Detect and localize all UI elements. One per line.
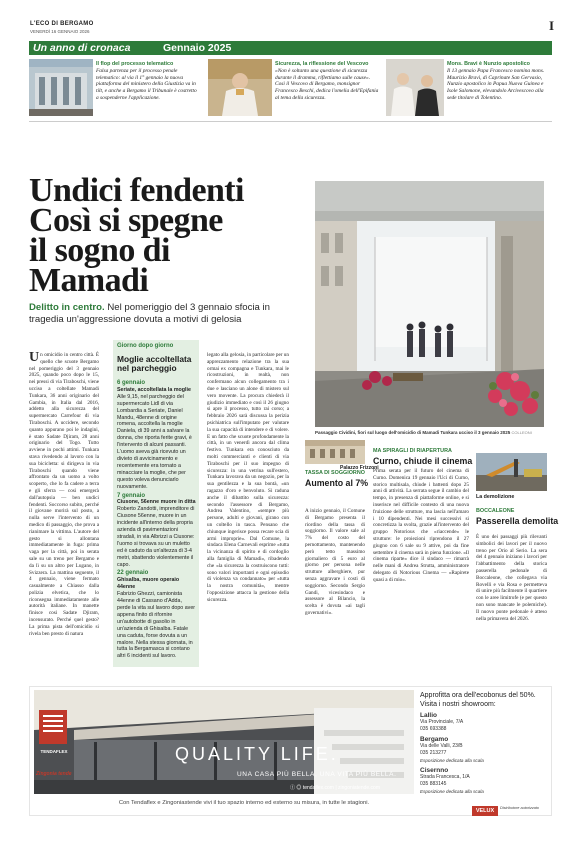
velux-logo: VELUX (472, 806, 498, 816)
photo-credit: COLLEONI (511, 430, 532, 435)
showroom-note-2: Esposizione dedicata alla scala (420, 758, 484, 763)
teaser-nuncio (447, 61, 551, 102)
teaser-tribunal-head: Il flop del processo telematico (96, 61, 174, 67)
timeline-sidebar (113, 340, 199, 667)
drop-cap: U (29, 350, 40, 365)
ad-bottom-line: Con Tendaflex e Zingoniastende vivi il tuo spazio interno ed esterno su misura, in tutte le stagioni. (118, 800, 370, 806)
article-column-1 (29, 352, 99, 637)
teaser-tribunal (96, 61, 200, 102)
ad-image (34, 690, 414, 794)
masthead-date: VENERDÌ 16 GENNAIO 2026 (30, 29, 90, 34)
cinema-text: Prima serata per il futuro del cinema di Curno. Domenica 19 gennaio l'Uci di Curno, storico multisala, chiude i battenti dopo 25 anni di attività. La serrata segue il cambio del tempo, in presenza di piattaforme online, e si inserisce nel difficile contesto di una nuova fruizione delle strutture, ma lascia nell'amaro i 10 dipendenti. Nei mesi successivi si concretizza la svolta, grazie all'intervento del gruppo Notorious che «riaccende» le strutture: le proiezioni riprendono il 27 giugno con 6 sale su 9 attive, poi da fine settembre il cinema sarà in piena funzione. «Il cinema riparte» dice il sindaco — rimarrà nelle mani di Andrea Strutta, amministratore delegato di Notorious Cinema — «Rapirete quasi a di mio». (373, 468, 469, 583)
photo-demolition (476, 453, 547, 491)
cinema-title: Curno, chiude il cinema (373, 456, 473, 466)
teaser-image-bishop (208, 59, 272, 116)
timeline-title: Moglie accoltellata nel parcheggio (117, 354, 192, 374)
showroom-city-1: Lallio (420, 712, 437, 719)
facebook-icon: ⓕ (290, 785, 296, 791)
tendaflex-logo-icon (39, 710, 67, 744)
ad-tagline: UNA CASA PIÙ BELLA, UNA VITA PIÙ BELLA. (237, 771, 397, 778)
ad-social (290, 784, 380, 791)
bridge-kicker: BOCCALEONE (476, 508, 515, 514)
lead-paragraph (29, 302, 291, 326)
headline-line-1: Undici fendenti (29, 172, 244, 209)
headline (29, 172, 289, 299)
timeline-day-2: 7 gennaio (117, 492, 146, 499)
demolition-caption: La demolizione (476, 494, 515, 500)
photo-caption-text: Passaggio Cividini, fiori sul luogo dell'omicidio di Mamadi Tunkara ucciso il 3 gennaio 2025 (315, 430, 511, 435)
showroom-address-2: Via delle Valli, 23/B (420, 743, 463, 749)
showroom-phone-3: 035 883145 (420, 781, 447, 787)
timeline-text-2: Roberto Zandotti, imprenditore di Ciusone 56enne, muore in un incidente all'interno della propria azienda di pavimentazioni stradali, in via Albrizzi a Ciusone: l'uomo si trovava su un muletto ed è caduto da un'altezza di 3-4 metri, sbattendo violentemente il capo. (117, 506, 195, 568)
showroom-address-1: Via Provinciale, 7/A (420, 719, 464, 725)
teaser-tribunal-body: Falsa partenza per il processo penale telematico: al via il 1° gennaio la nuova piattaforma del ministero della Giustizia va in tilt, e anche a Bergamo il Tribunale è costretto a sospenderne l'applicazione. (96, 67, 197, 101)
lead-kicker: Delitto in centro. (29, 302, 105, 313)
teaser-image-nuncio (386, 59, 444, 116)
timeline-text-3: Fabrizio Ghezzi, camionista 44enne di Cassano d'Adda, perde la vita sul lavoro dopo aver appena finito di rifornire un'autobotte di gasolio in un'azienda di Ghisalba. Fatale una caduta, forse dovuta a un malore. Nella stessa giornata, in tutta la Bergamasca si contano altri 6 incidenti sul lavoro. (117, 591, 196, 660)
showroom-phone-1: 035 693388 (420, 726, 447, 732)
showroom-phone-2: 035 213277 (420, 750, 447, 756)
ad-headline: QUALITY LIFE. (175, 744, 339, 764)
velux-note: Distributore autorizzato (500, 806, 540, 810)
timeline-sub-3: Ghisalba, muore operaio 44enne (117, 577, 180, 591)
photo-palazzo-frizzoni (305, 440, 365, 464)
bridge-text: È uno dei passaggi più rilevanti simbolici dei lavori per il nuovo treno per Orio al Serio. La sera del 4 gennaio iniziano i lavori per l'abbattimento della storica passerella pedonale di Boccaleone, che collegava via Rovelli e via Rosa e permetteva di unire più facilmente il quartiere con le aree limitrofe (e per questo non sono mancate le polemiche). Il nuovo ponte pedonale è atteso nella primavera del 2026. (476, 534, 548, 622)
teaser-nuncio-head: Mons. Bravi è Nunzio apostolico (447, 61, 530, 67)
timeline-head: Giorno dopo giorno (117, 343, 174, 349)
teaser-bishop (275, 61, 381, 102)
section-banner (29, 41, 552, 55)
tax-text: A inizio gennaio, il Comune di Bergamo presenta il riordino della tassa di soggiorno. Il valore sale al 7% del costo del pernottamento, mantenendo però tetto massimo giornaliero di 5 euro al giorno per persona nelle strutture alberghiere, pur senza aggravare i costi di soggiorno. Secondo Sergio Gandi, vicesindaco e assessore al Bilancio, la scelta è dovuta «ai tagli governativi». (305, 508, 365, 616)
ad-social-text: tendaflex.com | zingoniatende.com (302, 785, 380, 791)
frizzoni-caption: Palazzo Frizzoni (340, 465, 379, 471)
ad-brand-2: Zingonia tende (36, 771, 72, 777)
bridge-title: Passerella demolita (476, 516, 559, 526)
teaser-nuncio-body: Il 13 gennaio Papa Francesco nomina mons. Maurizio Bravi, di Caprinate San Gervasio, Nunzio apostolico in Papua Nuova Guinea e Isole Salomone, elevandolo Arcivescovo alla sede titolare di Tolentino. (447, 67, 545, 101)
headline-line-3: il sogno di Mamadi (29, 232, 170, 299)
timeline-text-1: Alle 9,15, nel parcheggio del supermercato Lidl di via Lombardia a Seriate, Daniel Mandu, 48enne di origine romena, accoltella la moglie Daniela, di 39 anni a salvare la donna, che riporta ferite gravi, è l'intervento di alcuni passanti. L'uomo aveva già ricevuto un divieto di avvicinamento e recentemente era tornato a minacciare la moglie, che per questo voleva denunciarlo nuovamente. (117, 393, 192, 490)
timeline-body (117, 378, 196, 660)
ad-brand: TENDAFLEX (40, 749, 68, 754)
photo-caption (315, 430, 547, 436)
timeline-sub-2: Ciusone, 56enne muore in ditta (117, 499, 196, 506)
ad-right-head: Approfitta ora dell'ecobonus del 50%. Visita i nostri showroom: (420, 692, 536, 708)
teaser-bishop-head: Sicurezza, la riflessione del Vescovo (275, 61, 369, 67)
timeline-day-1: 6 gennaio (117, 380, 146, 386)
teaser-image-tribunal (29, 59, 93, 116)
showroom-note-3: Esposizione dedicata alla scala (420, 789, 484, 794)
page-number: I (548, 18, 554, 33)
main-photo (315, 181, 544, 427)
tax-title: Aumento al 7% (305, 478, 369, 488)
showroom-city-2: Bergamo (420, 736, 449, 743)
teaser-divider (29, 121, 552, 122)
lead-text: Nel pomeriggio del 3 gennaio sfocia in tragedia un'aggressione dovuta a motivi di gelosia (29, 302, 271, 326)
article-column-3: legato alla gelosia, in particolare per un apprezzamento relazione tra la sua ormai ex compagna e Tunkara, mai le ricostruzioni, in realtà, non confermano alcun collegamento tra i due e lasciano un alone di mistero sul vero movente. La procura chiederà il giudizio immediato e così il 26 giugno si apre il processo, tutto rai corso; a febbraio 2026 sarà discussa la perizia psichiatrica sull'imputato per valutare la sua capacità di intendere e di volere. E un fatto che scuote profondamente la città, in un venerdì ancora dal clima festivo. Tunkara era conosciuto da molti commercianti e clienti di via Tiraboschi per il suo impegno di sicurezza: in una vetrina sull'estero, Tunkara lavorava da un negozio, per la sua gentilezza e la sua bontà, «un ragazzo d'oro e benvoluto. Si raduna anche il dibattito sulla sicurezza: secondo l'assessore di Bergamo, Andrea Valentino, «sempre più persone, adulti e giovani, girano con un coltello in tasca. Pensano che chiunque ingerisce possa recare scia di armi improprie». Dal Comune, la sindaca Elena Carnevali esprime «tutta la vicinanza di spirito e di cordoglio alla famiglia di Mamadi», ribadendo che «la sicurezza la costruiscono tutti: sono valori importanti e ogni episodio di violenza va condannato» per «tutta la nostra comunità», mentre l'opposizione attacca la gestione della sicurezza. (207, 352, 289, 603)
cinema-kicker: MA SPIRAGLI DI RIAPERTURA (373, 448, 452, 454)
ad-showrooms (420, 692, 548, 795)
section-month: Gennaio 2025 (163, 42, 232, 54)
article-text-1: n omicidio in centro città. È quello che scuote Bergamo nel pomeriggio del 3 gennaio 2025, quando poco dopo le 15, nei pressi di via Tiraboschi, viene ucciso a coltellate Mamadi Tunkara, 36 anni originario del Gambia, in Italia dal 2016, addetto alla sicurezza del supermercato Carrefour di via Tiraboschi. A uccidere, secondo quanto appurano poi le indagini, è stato Sadate Djiram, 28 anni originario del Togo. Tutto avviene in pochi attimi. Tunkara stava rivedendo al lavoro con la sua bicicletta: si dirigeva in via Tiraboschi quando viene affrontato da un uomo a volto scoperto, che lo fa cadere a terra e gli sferra — così emergerà dall'autopsia — ben undici fendenti. Soccorso subito, perché il giovane morirà sul posto, a nulla serve l'intervento di un medico di passaggio, che prova a rianimare la vittima. L'autore del gesto si allontana immediatamente in fuga: prima vaga per la città, poi in serata sale su un treno per Bergamo e da lì su un altro per Lugano, in Svizzera. La mattina seguente, il 4 gennaio, viene fermato casualmente a Chiasso dalla polizia elvetica, che lo riconsegna immediatamente alle autorità italiane. In manette finisce così Sadate Djiram, incensurato. Perché quel gesto? La prima pista dell'omicidio si rivela ben presto di natura (29, 352, 99, 637)
timeline-day-3: 22 gennaio (117, 570, 149, 577)
showroom-city-3: Cisernno (420, 767, 449, 774)
masthead-name: L'ECO DI BERGAMO (30, 21, 94, 27)
instagram-icon: ◎ (296, 785, 302, 791)
teaser-bishop-body: «Non è soltanto una questione di sicurezza durante il dramma, riflettiamo sulle cause». Così il Vescovo di Bergamo, monsignor Francesco Beschi, dedica l'omelia dell'Epifania al tema della sicurezza. (275, 67, 379, 101)
tax-kicker: TASSA DI SOGGIORNO (305, 470, 365, 476)
showroom-address-3: Strada Francesca, 1/A (420, 774, 470, 780)
timeline-sub-1: Seriate, accoltellata la moglie (117, 386, 191, 393)
headline-line-2: Così si spegne (29, 202, 223, 239)
section-title: Un anno di cronaca (33, 42, 131, 54)
